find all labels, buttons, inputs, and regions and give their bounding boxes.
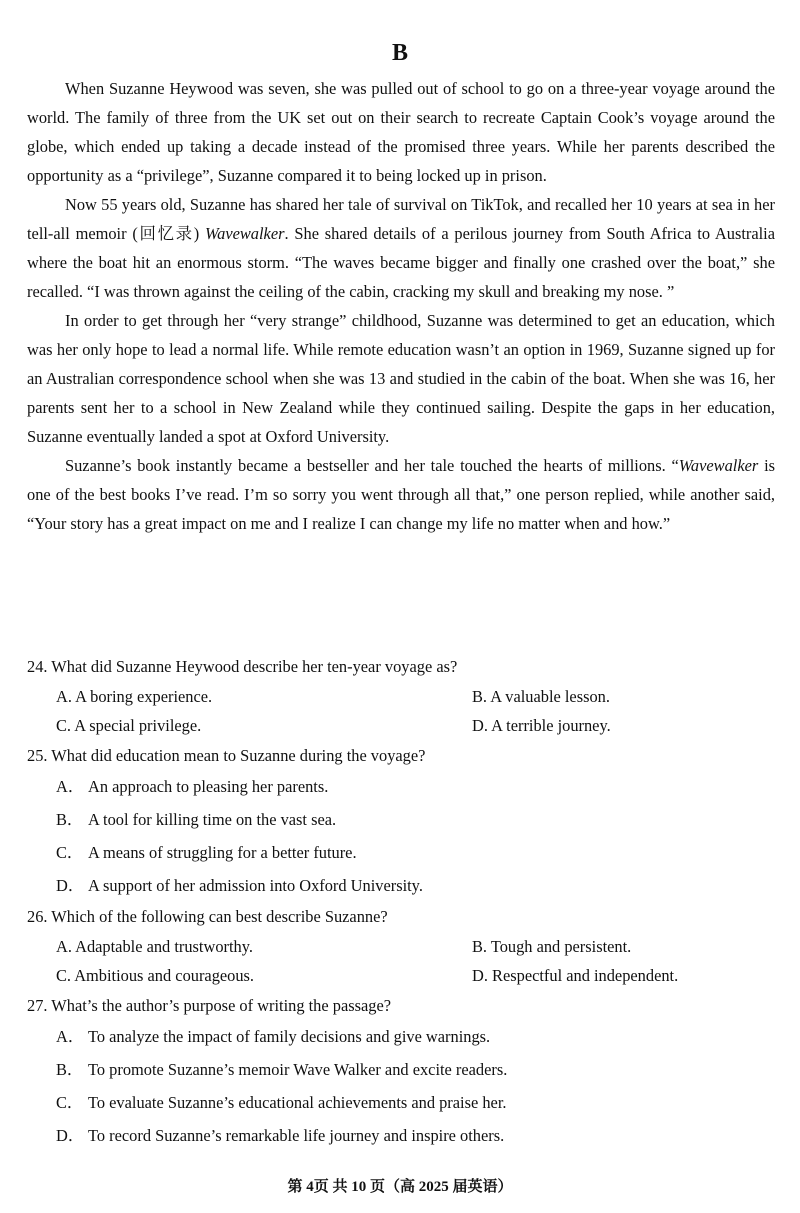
reading-passage [27,74,775,538]
book-title: Wavewalker [204,224,285,243]
option-d [56,1119,775,1152]
question-stem: 24. What did Suzanne Heywood describe her ten-year voyage as? [27,657,458,676]
option-a: A. A boring experience. [56,686,213,706]
option-b [56,803,775,836]
paragraph-3: In order to get through her “very strange” childhood, Suzanne was determined to get an education, which was her only hope to lead a normal life. While remote education wasn’t an option in 1969, Suzanne signed up for an Australian correspondence school when she was 13 and studied in the cabin of the boat. When she was 16, her parents sent her to a school in New Zealand while they continued sailing. Despite the gaps in her education, Suzanne eventually landed a spot at Oxford University. [27,311,775,446]
question-stem: 26. Which of the following can best describe Suzanne? [27,907,388,926]
question-stem: 25. What did education mean to Suzanne during the voyage? [27,745,426,765]
option-letter: C． [56,1093,84,1112]
paragraph-2-text-b: . She shared details of a perilous journey from South Africa to Australia where the boat hit an enormous storm. “The waves became bigger and finally one crashed over the boat,” she recalled. “I was thrown against the ceiling of the cabin, cracking my skull and breaking my nose. ” [27,224,776,301]
section-title: B [391,40,408,66]
option-c: C. Ambitious and courageous. [56,966,255,985]
question-25 [27,741,775,903]
option-text: A means of struggling for a better future. [88,843,357,862]
paragraph-4 [27,451,775,538]
options [27,932,775,991]
option-letter: B． [56,1060,84,1079]
paragraph-2 [27,190,775,306]
question-27 [27,991,775,1153]
option-letter: D． [56,1126,85,1145]
option-text: To record Suzanne’s remarkable life journey and inspire others. [88,1126,505,1145]
option-c: C. A special privilege. [56,716,202,735]
option-letter: A． [56,1027,85,1046]
paragraph-1: When Suzanne Heywood was seven, she was pulled out of school to go on a three-year voyage around the world. The family of three from the UK set out on their search to recreate Captain Cook’s voyage around the globe, which ended up taking a decade instead of the promised three years. While her parents described the opportunity as a “privilege”, Suzanne compared it to being locked up in prison. [27,79,775,185]
page-footer: 第 4页 共 10 页（高 2025 届英语） [287,1179,513,1195]
option-a [56,770,775,803]
question-26 [27,902,775,991]
option-text: To evaluate Suzanne’s educational achievements and praise her. [88,1093,507,1112]
option-c [56,1086,775,1119]
option-letter: D． [56,876,85,895]
paragraph-4-text-a: Suzanne’s book instantly became a bestseller and her tale touched the hearts of millions. “ [65,456,679,475]
options [27,682,775,741]
option-c [56,836,775,869]
option-letter: C． [56,843,84,862]
question-list [27,652,775,1152]
paragraph-2-text-a: Now 55 years old, Suzanne has shared her tale of survival on TikTok, and recalled her 10 years at sea in her tell-all memoir (回忆录) [27,195,775,243]
paragraph-4-text-b: is one of the best books I’ve read. I’m so sorry you went through all that,” one person replied, while another said, “Your story has a great impact on me and I realize I can change my life no matter when and how.” [27,456,776,533]
option-text: To analyze the impact of family decisions and give warnings. [88,1027,491,1046]
option-text: A tool for killing time on the vast sea. [88,810,337,829]
option-text: A support of her admission into Oxford University. [88,876,423,895]
option-b [56,1053,775,1086]
option-text: To promote Suzanne’s memoir Wave Walker and excite readers. [88,1060,508,1079]
option-letter: A． [56,777,85,796]
option-b: B. A valuable lesson. [472,686,610,706]
option-text: An approach to pleasing her parents. [88,777,329,796]
option-a [56,1020,775,1053]
option-d: D. A terrible journey. [472,716,611,735]
options [27,770,775,902]
option-d: D. Respectful and independent. [472,966,679,985]
option-letter: B． [56,810,84,829]
question-24 [27,652,775,741]
book-title: Wavewalker [678,456,759,475]
options [27,1020,775,1152]
option-b: B. Tough and persistent. [472,936,632,956]
option-d [56,869,775,902]
option-a: A. Adaptable and trustworthy. [56,936,253,956]
question-stem: 27. What’s the author’s purpose of writing the passage? [27,995,392,1015]
